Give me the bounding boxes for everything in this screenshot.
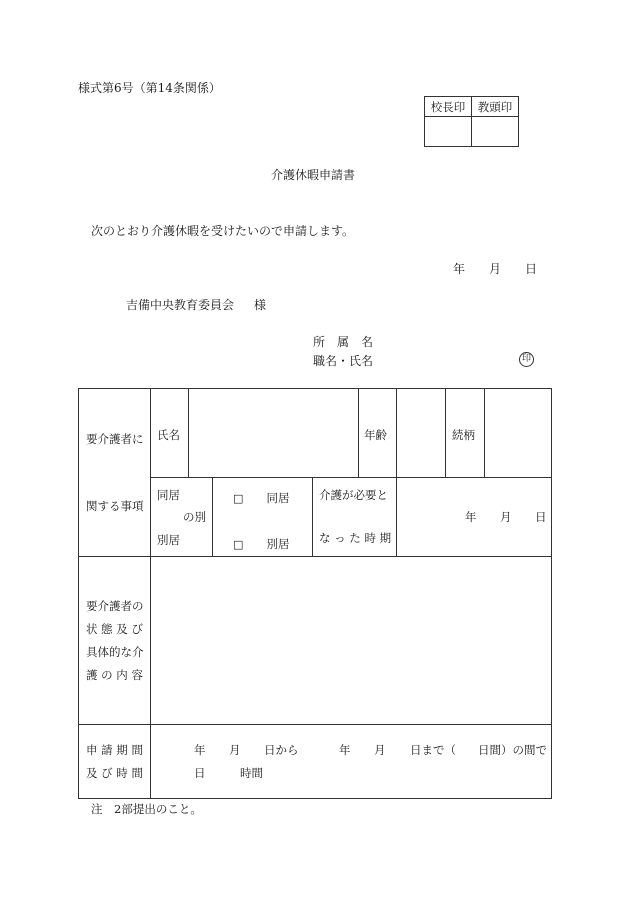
period-days-total: 日間）の間で (478, 743, 547, 757)
checkbox-together[interactable]: □ (233, 492, 244, 505)
period-label-2: 及 び 時 間 (86, 766, 143, 780)
footnote: 注 2部提出のこと。 (91, 802, 202, 816)
name-field[interactable] (189, 389, 357, 476)
condition-label-2: 状 態 及 び (86, 622, 143, 636)
age-field[interactable] (397, 389, 444, 476)
care-day: 日 (535, 510, 547, 524)
name-title-label: 職名・氏名 (313, 354, 374, 368)
intro-text: 次のとおり介護休暇を受けたいので申請します。 (91, 224, 355, 238)
period-label-1: 申 請 期 間 (86, 743, 143, 757)
cohabit-label-3: 別居 (157, 533, 180, 547)
date-year: 年 (453, 262, 466, 276)
checkbox-separate[interactable]: □ (233, 538, 244, 551)
period-end-month: 月 (374, 743, 386, 757)
section-label-bottom: 関する事項 (86, 499, 144, 513)
care-month: 月 (500, 510, 512, 524)
condition-field[interactable] (151, 557, 550, 723)
vice-principal-stamp-header: 教頭印 (472, 97, 519, 117)
name-label: 氏名 (157, 428, 180, 442)
cohabit-label-2: の別 (183, 510, 206, 524)
period-end-year: 年 (339, 743, 351, 757)
period-field[interactable] (151, 725, 550, 797)
date-day: 日 (525, 262, 538, 276)
period-end-day: 日まで（ (410, 743, 456, 757)
age-label: 年齢 (364, 428, 387, 442)
period-start-year: 年 (194, 743, 206, 757)
approval-stamp-boxes (424, 96, 519, 147)
affiliation-label: 所 属 名 (313, 335, 374, 349)
option-separate-label: 別居 (266, 537, 290, 551)
relation-label: 続柄 (452, 428, 475, 442)
cohabit-label-1: 同居 (157, 488, 180, 502)
honorific: 様 (254, 298, 267, 312)
period-start-day: 日から (264, 743, 299, 757)
period-start-month: 月 (229, 743, 241, 757)
option-separate[interactable] (233, 533, 290, 552)
addressee: 吉備中央教育委員会 (126, 298, 235, 312)
form-number: 様式第6号（第14条関係） (78, 81, 221, 95)
option-together-label: 同居 (266, 491, 290, 505)
option-together[interactable] (233, 487, 290, 506)
condition-label-1: 要介護者の (86, 599, 144, 613)
vice-principal-stamp-box[interactable] (472, 117, 519, 147)
condition-label-3: 具体的な介 (86, 645, 144, 659)
principal-stamp-header: 校長印 (425, 97, 472, 117)
seal-mark: 印 (519, 352, 534, 367)
date-month: 月 (489, 262, 502, 276)
condition-label-4: 護 の 内 容 (86, 668, 143, 682)
relation-field[interactable] (485, 389, 550, 476)
section-label-top: 要介護者に (86, 432, 144, 446)
principal-stamp-box[interactable] (425, 117, 472, 147)
period-days: 日 (194, 766, 206, 780)
care-needed-label-2: な っ た 時 期 (319, 531, 392, 545)
care-year: 年 (465, 510, 477, 524)
period-hours: 時間 (240, 766, 263, 780)
document-title: 介護休暇申請書 (271, 168, 356, 182)
care-needed-label-1: 介護が必要と (319, 488, 388, 502)
